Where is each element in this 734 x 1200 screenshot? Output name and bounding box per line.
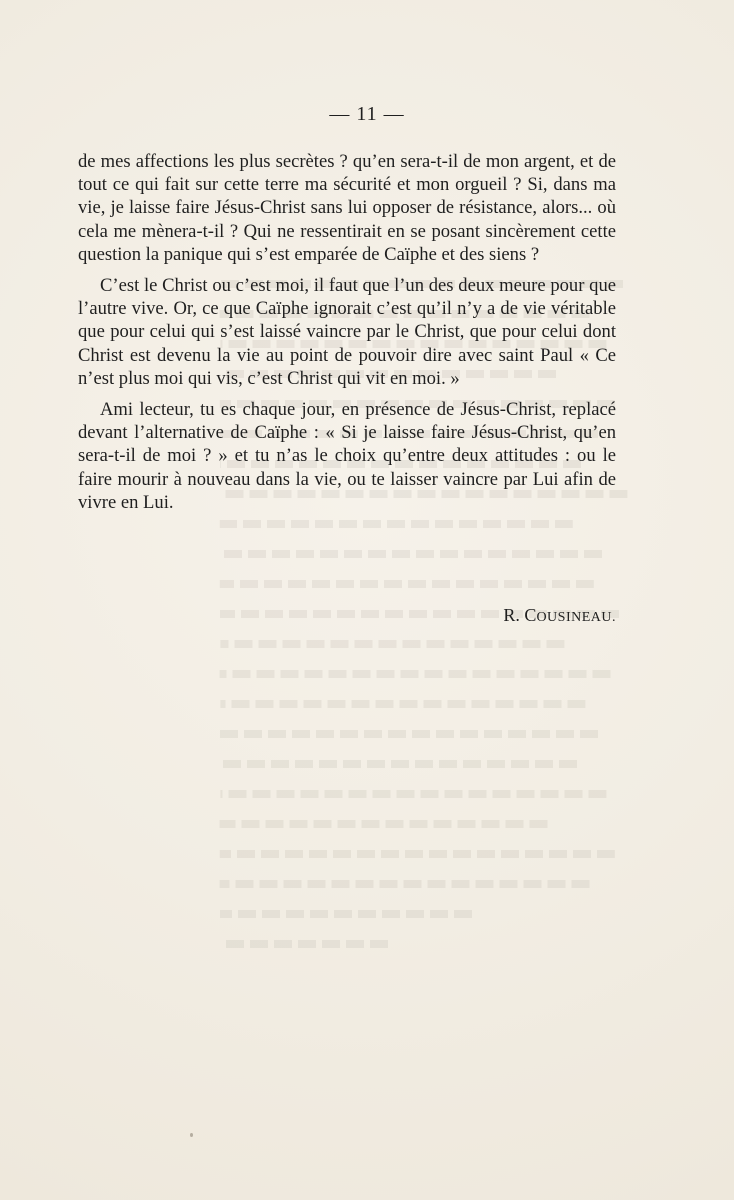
paragraph-1: de mes affections les plus secrètes ? qu’en sera-t-il de mon argent, et de tout ce qui fait sur cette terre ma sécurité et mon orgueil ? Si, dans ma vie, je laisse faire Jésus-Christ sans lui opposer de résistance, alors... où cela me mènera-t-il ? Qui ne ressentirait en se posant sincèrement cette question la panique qui s’est emparée de Caïphe et des siens ? <box>78 151 616 265</box>
article-body <box>78 150 616 522</box>
signature-initial: R. <box>503 605 520 625</box>
paper-speck <box>190 1133 193 1137</box>
paragraph-2: C’est le Christ ou c’est moi, il faut que l’un des deux meure pour que l’autre vive. Or, ce que Caïphe ignorait c’est qu’il n’y a de vie véritable que pour celui qui s’est laissé vaincre par le Christ, que pour celui dont Christ est devenu la vie au point de pouvoir dire avec saint Paul « Ce n’est plus moi qui vis, c’est Christ qui vit en moi. » <box>78 275 616 389</box>
signature-surname-initial: C <box>524 605 537 625</box>
paragraph-3: Ami lecteur, tu es chaque jour, en présence de Jésus-Christ, replacé devant l’alternative de Caïphe : « Si je laisse faire Jésus-Christ, qu’en sera-t-il de moi ? » et tu n’as le choix qu’entre deux attitudes : ou le faire mourir à nouveau dans la vie, ou te laisser vaincre par Lui afin de vivre en Lui. <box>78 399 616 513</box>
author-signature <box>330 605 616 626</box>
page-number: — 11 — <box>329 103 405 125</box>
signature-surname-rest: OUSINEAU. <box>536 610 616 625</box>
